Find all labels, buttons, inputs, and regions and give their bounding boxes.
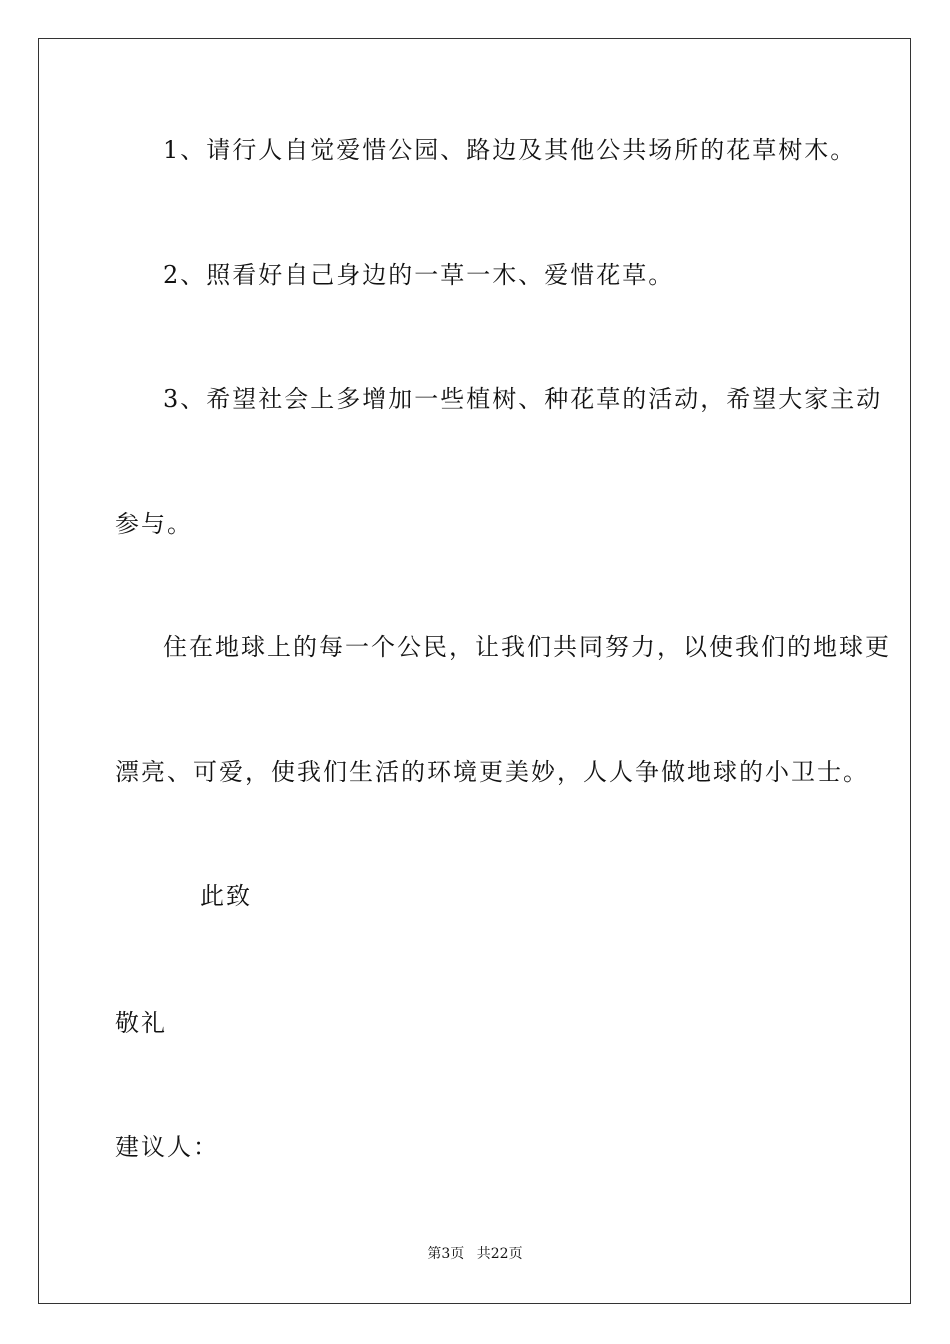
item-1-text: 1、请行人自觉爱惜公园、路边及其他公共场所的花草树木。 bbox=[163, 136, 857, 164]
item-2-text: 2、照看好自己身边的一草一木、爱惜花草。 bbox=[163, 261, 675, 289]
page-total: 共22页 bbox=[476, 1246, 523, 1262]
page-number: 第3页 bbox=[427, 1246, 465, 1262]
salutation-text: 敬礼 bbox=[115, 1009, 167, 1037]
signature-label: 建议人： bbox=[115, 1133, 219, 1161]
item-3-text-line2: 参与。 bbox=[115, 510, 193, 538]
page-footer bbox=[0, 1245, 950, 1263]
item-3-text-line1: 3、希望社会上多增加一些植树、种花草的活动，希望大家主动 bbox=[163, 385, 883, 413]
page-border bbox=[38, 38, 911, 1304]
appeal-text-line1: 住在地球上的每一个公民，让我们共同努力，以使我们的地球更 bbox=[163, 633, 891, 661]
appeal-text-line2: 漂亮、可爱，使我们生活的环境更美妙，人人争做地球的小卫士。 bbox=[115, 758, 869, 786]
closing-text: 此致 bbox=[200, 882, 252, 910]
